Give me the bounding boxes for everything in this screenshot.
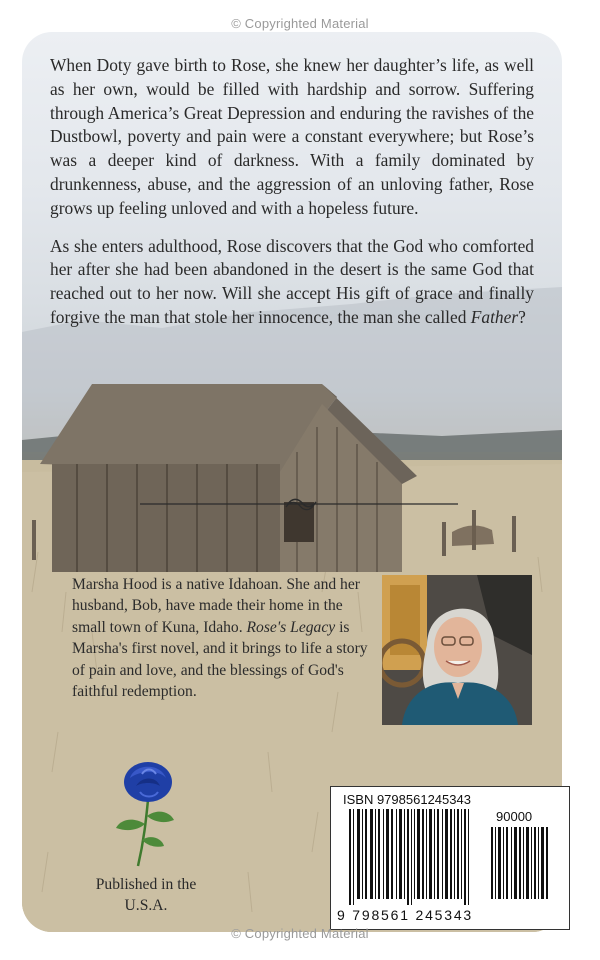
- isbn-label: ISBN 9798561245343: [343, 792, 471, 807]
- isbn-barcode: [330, 786, 570, 930]
- copyright-watermark-bottom: © Copyrighted Material: [231, 926, 369, 941]
- ornamental-divider: [140, 496, 458, 512]
- price-code-label: 90000: [496, 809, 533, 824]
- published-in-usa: Published in the U.S.A.: [95, 876, 197, 914]
- blue-rose-icon: [112, 756, 182, 872]
- author-photo: [382, 575, 532, 725]
- isbn-digits: 9 798561 245343: [337, 907, 473, 923]
- book-blurb: [50, 54, 534, 344]
- author-bio: Marsha Hood is a native Idahoan. She and her husband, Bob, have made their home in the small town of Kuna, Idaho. Rose's Legacy is Marsha's first novel, and it brings to life a story of pain and love, and the blessings of God's faithful redemption.: [72, 576, 368, 701]
- blurb-paragraph-1: When Doty gave birth to Rose, she knew her daughter’s life, as well as her own, would be filled with hardship and sorrow. Suffering through America’s Great Depression and enduring the ravishes of the Dustbowl, poverty and pain were a constant everywhere; but Rose’s was a deeper kind of darkness. With a family dominated by drunkenness, abuse, and the aggression of an unloving father, Rose grows up feeling unloved and with a hopeless future.: [50, 55, 534, 218]
- copyright-watermark-top: © Copyrighted Material: [231, 16, 369, 31]
- blurb-paragraph-2: As she enters adulthood, Rose discovers that the God who comforted her after she had been abandoned in the desert is the same God that reached out to her now. Will she accept His gift of grace and finally forgive the man that stole her innocence, the man she called Father?: [50, 235, 534, 327]
